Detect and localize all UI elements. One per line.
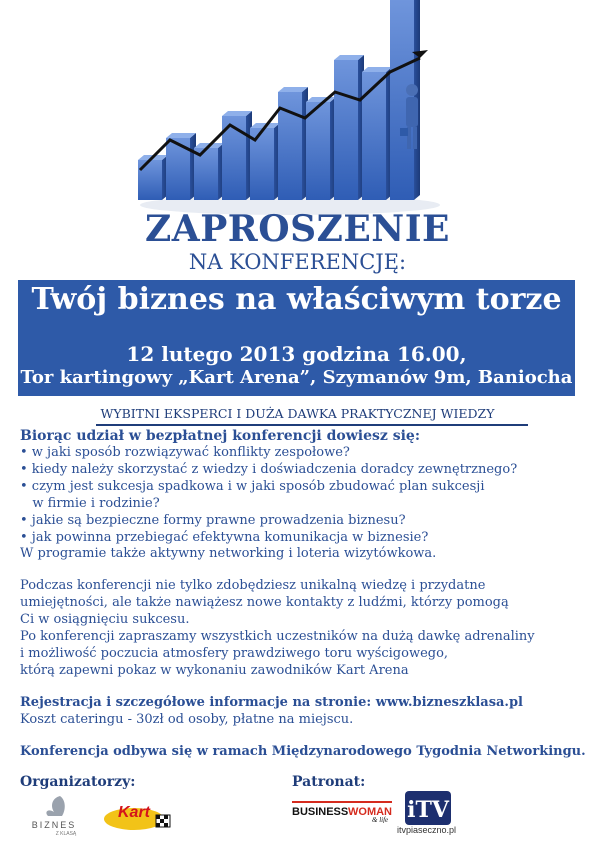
hero-bar — [194, 148, 218, 200]
itv-url: itvpiaseczno.pl — [397, 825, 457, 835]
hero-bar — [138, 160, 162, 200]
divider — [96, 424, 528, 426]
benefit-item: • jakie są bezpieczne formy prawne prowadzenia biznesu? — [20, 513, 406, 528]
businesswoman-life-logo — [292, 801, 392, 823]
patron-label: Patronat: — [292, 774, 366, 790]
svg-text:Kart: Kart — [117, 804, 151, 821]
event-location: Tor kartingowy „Kart Arena”, Szymanów 9m, Baniocha — [20, 367, 573, 388]
hero-bar — [362, 72, 386, 200]
svg-text:iTV: iTV — [407, 797, 449, 823]
biznes-z-klasa-logo — [22, 792, 86, 836]
svg-text:BIZNES: BIZNES — [31, 820, 77, 830]
benefits-lead: Biorąc udział w bezpłatnej konferencji dowiesz się: — [20, 428, 420, 444]
tagline: WYBITNI EKSPERCI I DUŻA DAWKA PRAKTYCZNEJ WIEDZY — [100, 406, 495, 421]
hero-bar — [334, 60, 358, 200]
description-line: i możliwość poczucia atmosfery prawdziwego toru wyścigowego, — [20, 646, 449, 661]
kart-arena-logo — [100, 797, 176, 833]
program-note: W programie także aktywny networking i loteria wizytówkowa. — [20, 546, 437, 561]
page-title: ZAPROSZENIE — [145, 208, 450, 250]
catering-info: Koszt cateringu - 30zł od osoby, płatne na miejscu. — [20, 712, 354, 727]
event-date: 12 lutego 2013 godzina 16.00, — [126, 342, 467, 366]
benefit-item: • w jaki sposób rozwiązywać konflikty zespołowe? — [20, 445, 350, 460]
networking-note: Konferencja odbywa się w ramach Międzynarodowego Tygodnia Networkingu. — [20, 744, 586, 759]
svg-text:Z KLASĄ: Z KLASĄ — [55, 831, 77, 836]
conference-title: Twój biznes na właściwym torze — [31, 282, 562, 317]
benefit-item: • czym jest sukcesja spadkowa i w jaki sposób zbudować plan sukcesji — [20, 479, 485, 494]
svg-text:BUSINESS: BUSINESS — [292, 806, 349, 818]
svg-text:& life: & life — [372, 816, 389, 823]
hero-bar — [306, 102, 330, 200]
benefit-item: • kiedy należy skorzystać z wiedzy i doświadczenia doradcy zewnętrznego? — [20, 462, 518, 477]
description-line: którą zapewni pokaz w wykonaniu zawodników Kart Arena — [20, 663, 409, 678]
description-line: Podczas konferencji nie tylko zdobędziesz unikalną wiedzę i przydatne — [20, 578, 486, 593]
description-line: Po konferencji zapraszamy wszystkich uczestników na dużą dawkę adrenaliny — [20, 629, 535, 644]
benefit-item: w firmie i rodzinie? — [20, 496, 160, 511]
description-line: Ci w osiągnięciu sukcesu. — [20, 612, 190, 627]
benefit-item: • jak powinna przebiegać efektywna komunikacja w biznesie? — [20, 530, 429, 545]
organizers-label: Organizatorzy: — [20, 774, 136, 790]
description-line: umiejętności, ale także nawiążesz nowe kontakty z ludźmi, którzy pomogą — [20, 595, 509, 610]
svg-text:WOMAN: WOMAN — [348, 806, 392, 818]
hero-bar-chart-illustration — [130, 0, 450, 220]
page-subtitle: NA KONFERENCJĘ: — [188, 250, 407, 274]
registration-info: Rejestracja i szczegółowe informacje na stronie: www.bizneszklasa.pl — [20, 695, 523, 710]
